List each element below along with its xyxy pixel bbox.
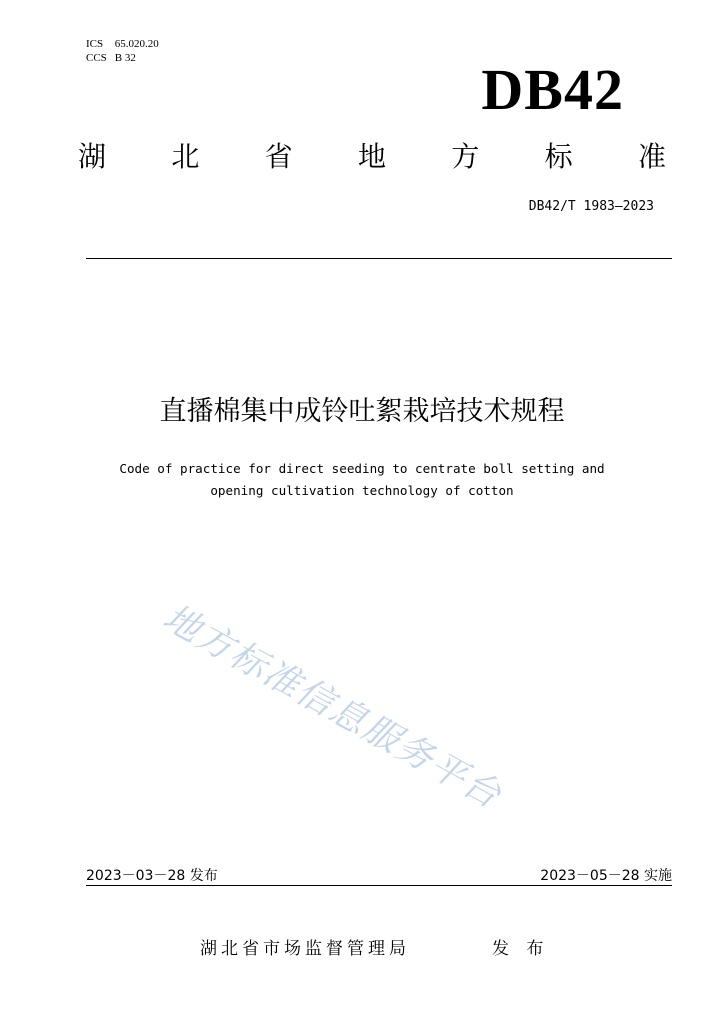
ics-label: ICS	[86, 38, 104, 50]
ccs-line	[86, 51, 159, 65]
heading-char: 方	[451, 140, 480, 173]
document-title-en	[0, 458, 724, 502]
top-divider	[86, 258, 672, 259]
ccs-label: CCS	[86, 52, 107, 64]
heading-char: 地	[357, 140, 386, 173]
ccs-value: B 32	[114, 52, 136, 64]
province-standard-heading	[78, 140, 666, 174]
bottom-divider	[86, 885, 672, 886]
publish-date: 2023－03－28 发布	[86, 868, 218, 884]
classification-codes	[86, 37, 159, 65]
document-title-cn: 直播棉集中成铃吐絮栽培技术规程	[159, 396, 565, 427]
heading-char: 省	[264, 140, 293, 173]
heading-char: 北	[171, 140, 200, 173]
ics-line	[86, 37, 159, 51]
watermark: 地方标准信息服务平台	[156, 596, 509, 818]
title-en-line: opening cultivation technology of cotton	[210, 483, 514, 498]
title-en-line: Code of practice for direct seeding to centrate boll setting and	[119, 461, 605, 476]
issue-label: 发 布	[492, 939, 550, 959]
db42-logo: DB42	[481, 57, 624, 122]
issuing-authority: 湖北省市场监督管理局	[200, 939, 410, 959]
heading-char: 标	[544, 140, 573, 173]
ics-value: 65.020.20	[114, 38, 159, 50]
heading-char: 准	[637, 140, 666, 173]
standard-number: DB42/T 1983—2023	[528, 199, 654, 214]
heading-char: 湖	[78, 140, 107, 173]
implement-date: 2023－05－28 实施	[540, 868, 672, 884]
